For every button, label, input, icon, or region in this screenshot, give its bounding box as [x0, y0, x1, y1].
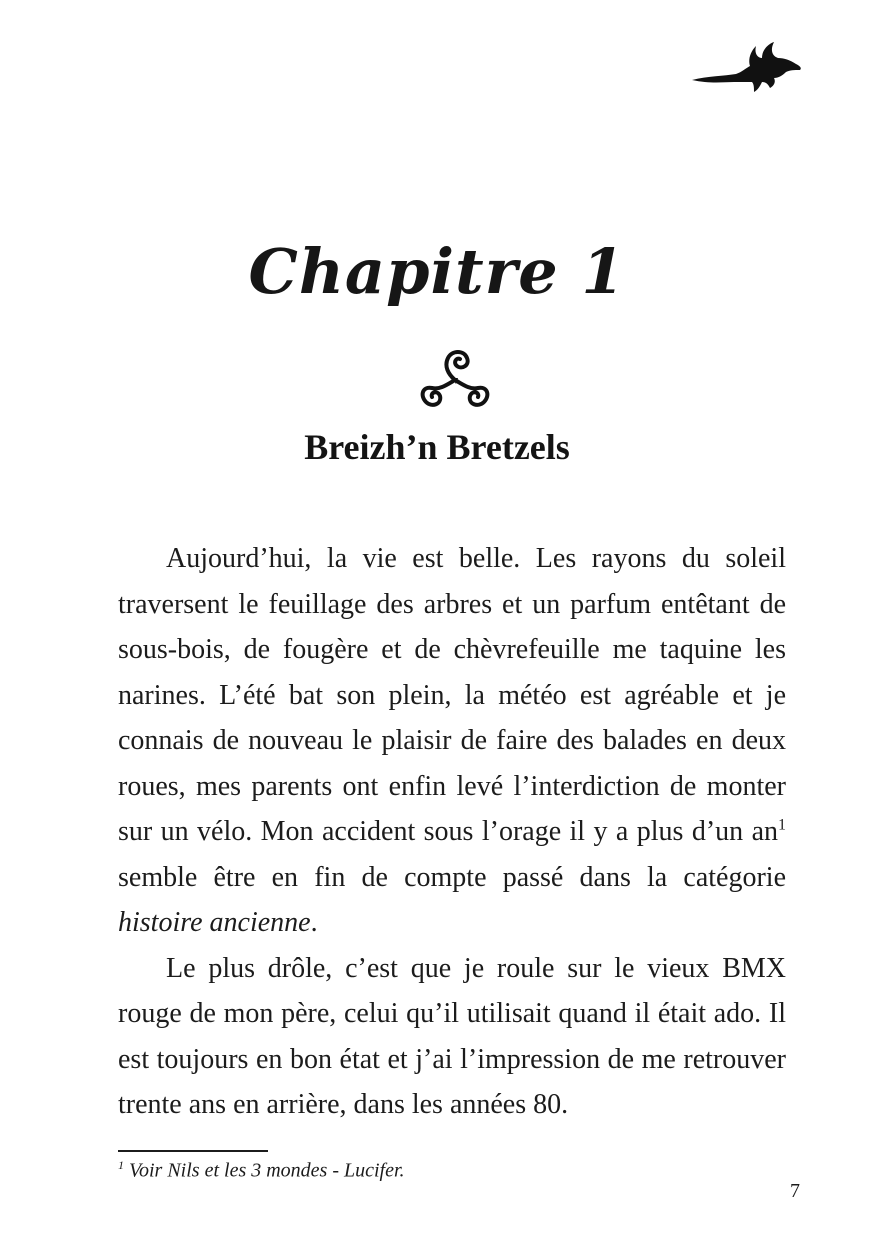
- chapter-body: [118, 536, 786, 1128]
- italic-text: histoire ancienne: [118, 907, 311, 938]
- chapter-title: Chapitre 1: [248, 235, 626, 308]
- footnote-reference[interactable]: 1: [778, 816, 786, 834]
- paragraph: [118, 536, 786, 946]
- dragon-icon: [688, 36, 806, 96]
- paragraph-text: Aujourd’hui, la vie est belle. Les rayons du soleil traversent le feuillage des arbres et un parfum entêtant de sous-bois, de fougère et de chèvrefeuille me taquine les narines. L’été bat son plein, la météo est agréable et je connais de nouveau le plaisir de faire des balades en deux roues, mes parents ont enfin levé l’interdiction de monter sur un vélo. Mon accident sous l’orage il y a plus d’un an: [118, 543, 786, 847]
- paragraph-text: .: [310, 907, 318, 938]
- paragraph: Le plus drôle, c’est que je roule sur le vieux BMX rouge de mon père, celui qu’il utilisait quand il était ado. Il est toujours en bon état et j’ai l’impression de me retrouver trente ans en arrière, dans les années 80.: [118, 952, 786, 1120]
- footnote-text: Voir Nils et les 3 mondes - Lucifer.: [124, 1159, 405, 1182]
- footnote-divider: [118, 1150, 268, 1152]
- triskele-icon: [412, 344, 498, 414]
- page-number: 7: [790, 1180, 800, 1202]
- paragraph-text: semble être en fin de compte passé dans la catégorie: [118, 861, 786, 893]
- chapter-subtitle: Breizh’n Bretzels: [304, 427, 570, 467]
- footnote: [118, 1158, 405, 1183]
- footnote-marker: 1: [118, 1158, 124, 1172]
